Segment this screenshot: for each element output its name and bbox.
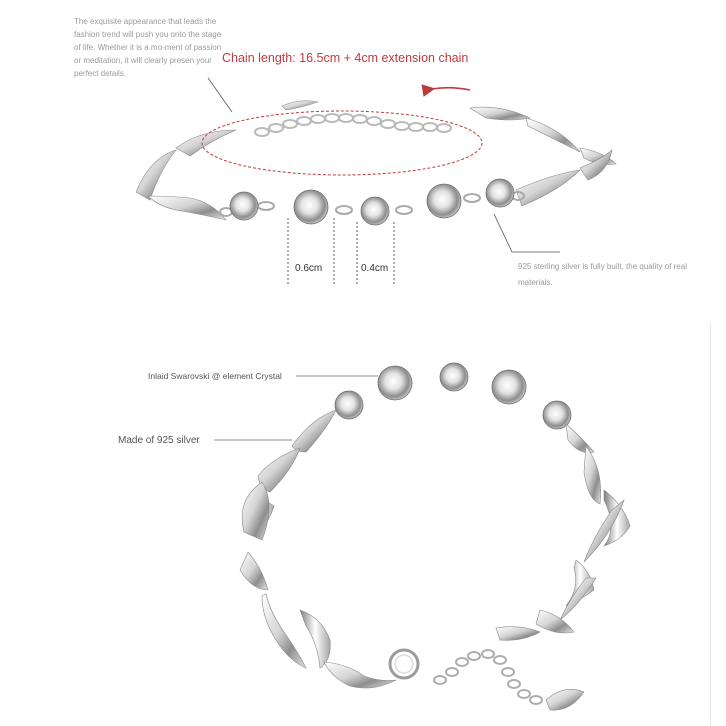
dimension-small-label: 0.4cm [361,263,389,274]
dimension-guides [288,218,394,286]
bottom-bracelet [214,363,630,710]
spring-ring-clasp [390,650,418,678]
bottom-right-links [496,424,630,640]
silver-callout: Made of 925 silver [118,435,200,446]
chain-arrow-icon [432,88,470,90]
extension-chain [255,114,451,136]
crystal-callout: Inlaid Swarovski @ element Crystal [148,371,282,381]
chain-length-label: Chain length: 16.5cm + 4cm extension chain [222,51,469,65]
brand-tag [546,689,584,710]
panel-divider [710,322,711,726]
bottom-left-links [240,410,396,688]
bottom-extension-chain [434,650,542,704]
top-bracelet [136,78,616,286]
bottom-gems [335,363,571,429]
dimension-large-label: 0.6cm [295,263,323,274]
description-note: The exquisite appearance that leads the fashion trend will push you onto the stage of life. Whether it is a mo-ment of passion or meditation, it will clearly presen your perfect details. [74,17,222,78]
silver-quality-note: 925 sterling silver is fully built, the quality of real materials. [518,262,687,287]
